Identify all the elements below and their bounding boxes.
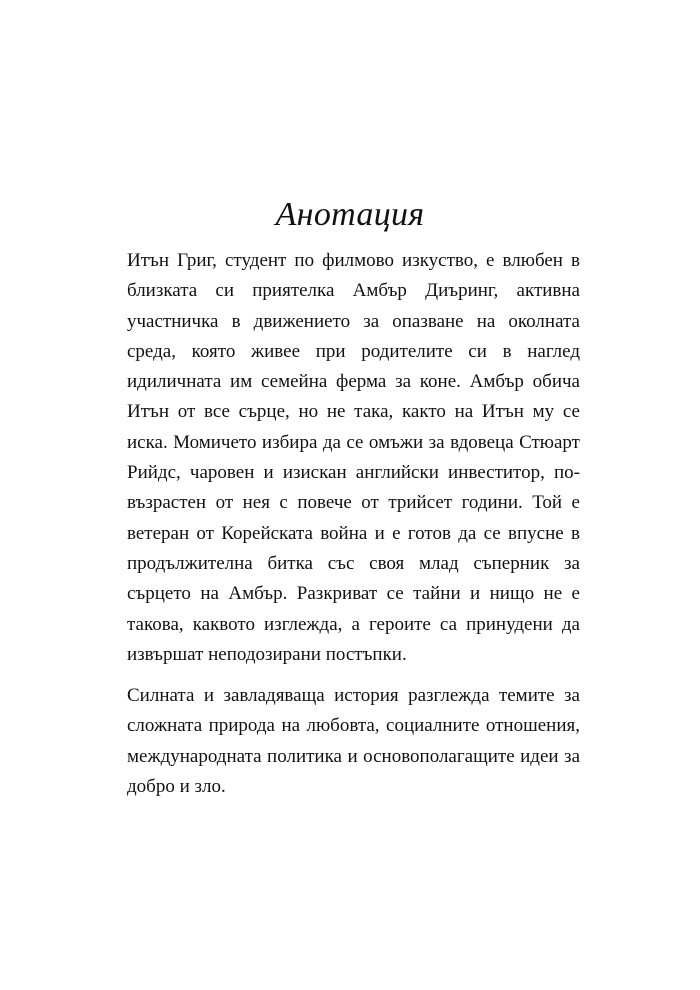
paragraph-text [127, 246, 580, 670]
text-line: сложната природа на любовта, социалните отношения, [127, 715, 580, 737]
text-line: възрастен от нея с повече от трийсет години. Той е [127, 492, 580, 514]
text-line: Итън от все сърце, но не така, както на Итън му се [127, 401, 580, 423]
text-line: Итън Григ, студент по филмово изкуство, е влюбен в [127, 250, 580, 271]
text-line: близката си приятелка Амбър Диъринг, активна [127, 280, 580, 302]
annotation-paragraph-2 [127, 681, 580, 802]
text-line: Силната и завладяваща история разглежда темите за [127, 685, 580, 706]
text-line: иска. Момичето избира да се омъжи за вдовеца Стюарт [127, 431, 580, 453]
text-line: международната политика и основополагащите идеи за [127, 745, 580, 767]
text-line: добро и зло. [127, 775, 226, 797]
paragraph-text [127, 681, 580, 802]
page-title: Анотация [275, 196, 425, 233]
annotation-paragraph-1 [127, 246, 580, 670]
text-line: ветеран от Корейската война и е готов да се впусне в [127, 522, 580, 544]
text-line: идиличната им семейна ферма за коне. Амбър обича [127, 371, 580, 393]
text-line: сърцето на Амбър. Разкриват се тайни и нищо не е [127, 583, 580, 605]
text-line: среда, която живее при родителите си в наглед [127, 340, 580, 362]
text-line: участничка в движението за опазване на околната [127, 310, 580, 332]
text-line: такова, каквото изглежда, а героите са принудени да [127, 613, 580, 635]
text-line: продължителна битка със своя млад съперник за [127, 552, 580, 574]
text-line: Рийдс, чаровен и изискан английски инвеститор, по- [127, 462, 580, 484]
text-line: извършат неподозирани постъпки. [127, 643, 407, 665]
